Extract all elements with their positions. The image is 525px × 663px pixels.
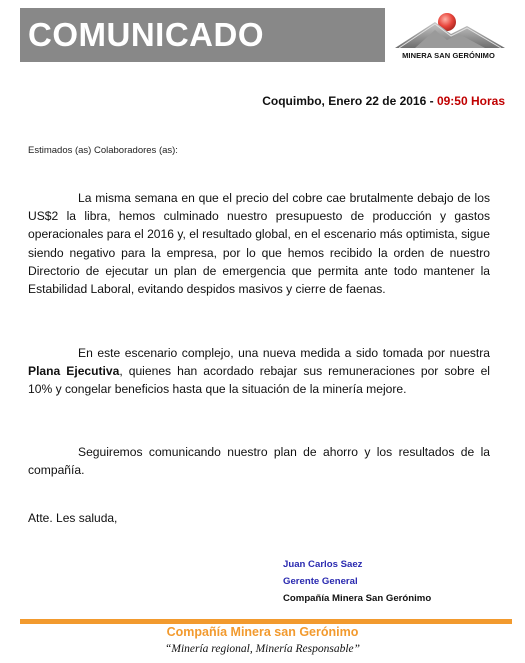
body-paragraph-3 xyxy=(28,443,490,479)
signature-name: Juan Carlos Saez xyxy=(283,559,363,570)
mountain-sun-icon xyxy=(385,8,512,52)
footer-company: Compañía Minera san Gerónimo xyxy=(166,625,359,639)
body-paragraph-2 xyxy=(28,344,490,399)
body-paragraph-1-text: La misma semana en que el precio del cobre cae brutalmente debajo de los US$2 la libra, hemos culminado nuestro presupuesto de producción y gastos operacionales para el 2016 y, el resultado global, en el escenario más optimista, sigue siendo negativo para la empresa, por lo que hemos recibido la orden de nuestro Directorio de ejecutar un plan de emergencia que permita ante todo mantener la Estabilidad Laboral, evitando despidos masivos y cierre de faenas. xyxy=(28,191,490,297)
body-paragraph-3-text: Seguiremos comunicando nuestro plan de ahorro y los resultados de la compañía. xyxy=(28,445,490,478)
signature-role: Gerente General xyxy=(283,576,358,587)
dateline xyxy=(262,94,505,108)
logo-text: MINERA SAN GERÓNIMO xyxy=(402,51,495,60)
page-title: COMUNICADO xyxy=(28,16,264,53)
place-date: Coquimbo, Enero 22 de 2016 - xyxy=(262,94,437,108)
closing: Atte. Les saluda, xyxy=(28,511,118,525)
company-logo xyxy=(385,8,512,68)
body-paragraph-2-text-b: , quienes han acordado rebajar sus remuneraciones por sobre el 10% y congelar beneficios hasta que la situación de la minería mejore. xyxy=(28,364,490,397)
time-stamp: 09:50 Horas xyxy=(436,94,505,108)
footer-divider xyxy=(20,619,512,624)
body-paragraph-2-text-a: En este escenario complejo, una nueva medida a sido tomada por nuestra xyxy=(78,346,490,360)
signature-block xyxy=(283,556,431,607)
footer-motto: “Minería regional, Minería Responsable” xyxy=(164,643,361,655)
plana-ejecutiva-emphasis: Plana Ejecutiva xyxy=(28,364,120,379)
salutation: Estimados (as) Colaboradores (as): xyxy=(28,145,178,156)
signature-company: Compañía Minera San Gerónimo xyxy=(283,593,432,604)
body-paragraph-1 xyxy=(28,189,490,298)
